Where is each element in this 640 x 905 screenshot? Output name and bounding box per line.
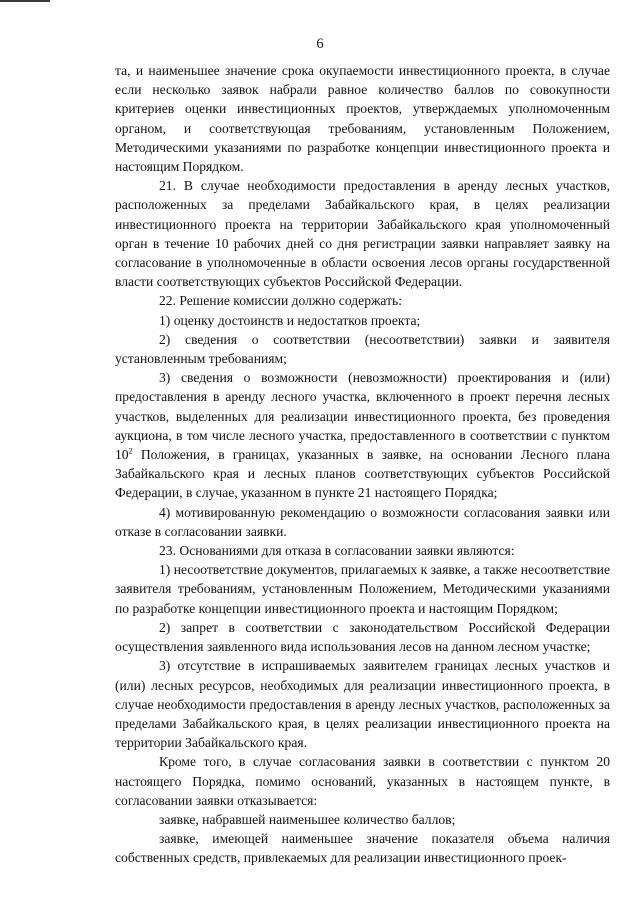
paragraph-refusal-1: заявке, набравшей наименьшее количество баллов; [159,811,456,827]
list-item-22-3-text-before: 3) сведения о возможности (невозможности) проектирования и (или) предоставления в аренду лесного участка, включенного в проект перечня лесных участков, выделенных для реализации инвестиционного проекта, без проведения аукциона, в том числе лесного участка, предоставленного в соответствии с пунктом 10 [115,370,610,463]
paragraph-additional: Кроме того, в случае согласования заявки в соответствии с пунктом 20 настоящего Порядка, помимо оснований, указанных в настоящем пункте, в согласовании заявки отказывается: [115,754,610,808]
list-item-22-3 [115,368,610,502]
list-item-22-4: 4) мотивированную рекомендацию о возможности согласования заявки или отказе в согласовании заявки. [115,504,610,539]
paragraph-item-23: 23. Основаниями для отказа в согласовании заявки являются: [159,543,515,559]
superscript-index: 2 [128,446,133,456]
paragraph-item-22: 22. Решение комиссии должно содержать: [159,293,402,309]
list-item-22-2: 2) сведения о соответствии (несоответствии) заявки и заявителя установленным требованиям; [115,331,610,367]
list-item-22-1: 1) оценку достоинств и недостатков проекта; [159,312,421,328]
list-item-22-3-text-after: Положения, в границах, указанных в заявке, на основании Лесного плана Забайкальского края и лесных планов соответствующих субъектов Российской Федерации, в случае, указанном в пункте 21 настоящего Порядка; [115,447,610,501]
paragraph-continuation: та, и наименьшее значение срока окупаемости инвестиционного проекта, в случае если несколько заявок набрали равное количество баллов по совокупности критериев оценки инвестиционных проектов, утверждаемых уполномоченным органом, и соответствующая требованиям, установленным Положением, Методическими указаниями по разработке концепции инвестиционного проекта и настоящим Порядком. [115,63,610,175]
page-number: 6 [316,36,324,52]
paragraph-refusal-2: заявке, имеющей наименьшее значение показателя объема наличия собственных средств, привлекаемых для реализации инвестиционного проек- [115,831,610,866]
list-item-23-3: 3) отсутствие в испрашиваемых заявителем границах лесных участков и (или) лесных ресурсов, необходимых для реализации инвестиционного проекта, в случае необходимости предоставления в аренду лесных участков, расположенных за пределами Забайкальского края, в целях реализации инвестиционного проекта на территории Забайкальского края. [115,658,610,751]
top-rule [0,0,50,2]
list-item-23-2: 2) запрет в соответствии с законодательством Российской Федерации осуществления заявленного вида использования лесов на данном лесном участке; [115,619,610,655]
document-body [115,61,610,868]
paragraph-item-21: 21. В случае необходимости предоставления в аренду лесных участков, расположенных за пределами Забайкальского края, в целях реализации инвестиционного проекта на территории Забайкальского края уполномоченный орган в течение 10 рабочих дней со дня регистрации заявки направляет заявку на согласование в уполномоченные в области освоения лесов органы государственной власти соответствующих субъектов Российской Федерации. [115,178,610,290]
list-item-23-1: 1) несоответствие документов, прилагаемых к заявке, а также несоответствие заявителя требованиям, установленным Положением, Методическими указаниями по разработке концепции инвестиционного проекта и настоящим Порядком; [115,562,610,616]
